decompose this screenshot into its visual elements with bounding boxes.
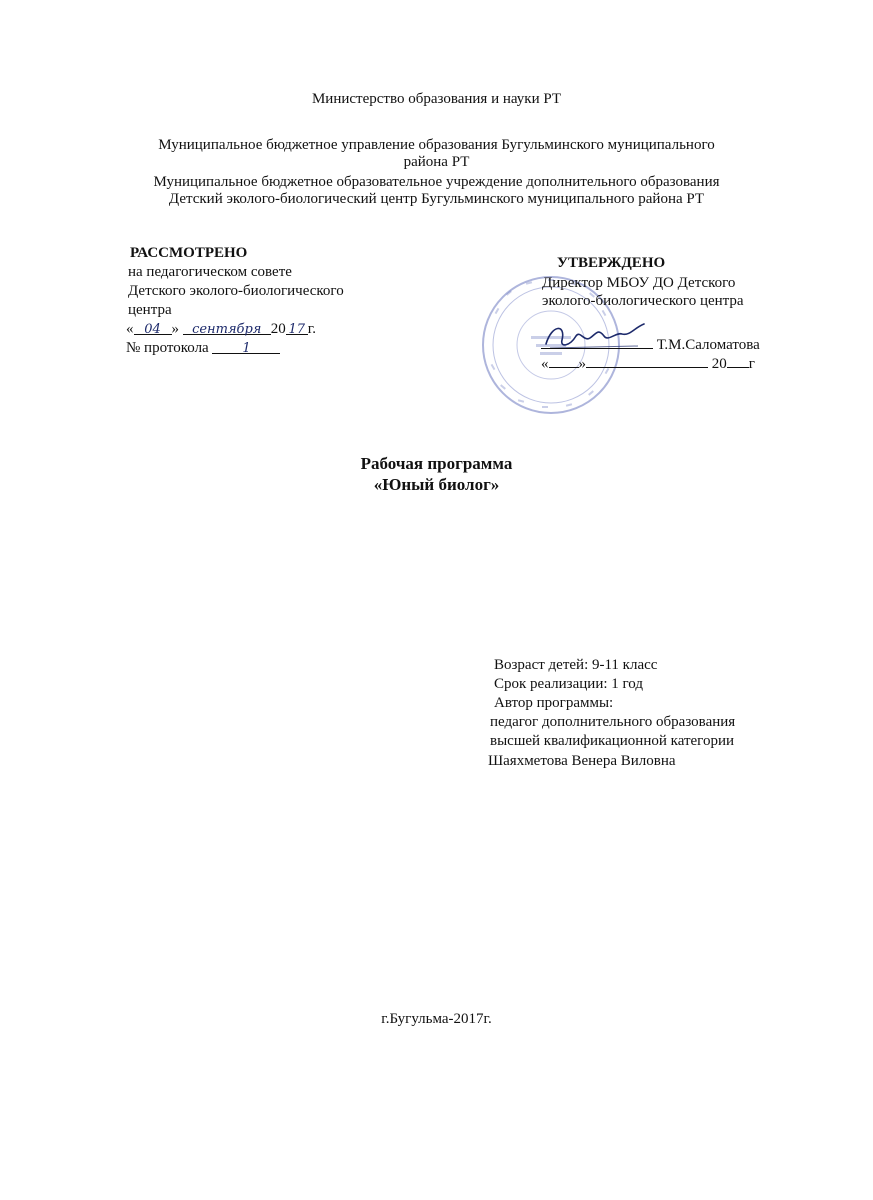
reviewed-heading: РАССМОТРЕНО (130, 245, 248, 261)
reviewed-line1: на педагогическом совете (128, 264, 292, 280)
approved-month-blank (586, 353, 708, 368)
footer-city-year: г.Бугульма-2017г. (381, 1011, 492, 1027)
approved-line2: эколого-биологического центра (542, 293, 744, 309)
reviewed-year-prefix: 20 (270, 321, 286, 337)
management-name-line2: района РТ (403, 154, 470, 170)
reviewed-month: сентября (183, 320, 271, 335)
author-label: Автор программы: (494, 695, 614, 711)
institution-name-line2: Детский эколого-биологический центр Бугульминского муниципального района РТ (168, 191, 705, 207)
reviewed-protocol-line (126, 339, 280, 357)
program-title: Рабочая программа (360, 454, 513, 473)
approved-year-blank (727, 353, 749, 368)
approved-signature-line (541, 334, 760, 354)
reviewed-year: 17 (286, 320, 308, 335)
author-role-line2: высшей квалификационной категории (490, 733, 735, 749)
approved-date-close: » (578, 356, 586, 372)
protocol-number: 1 (212, 339, 280, 354)
approved-year-prefix: 20 (711, 356, 727, 372)
reviewed-day: 04 (134, 320, 172, 335)
protocol-label: № протокола (126, 340, 209, 356)
approved-date-line (541, 353, 755, 373)
program-name: «Юный биолог» (373, 475, 500, 494)
approved-year-suffix: г (748, 356, 755, 372)
approved-date-open: « (541, 356, 549, 372)
reviewed-line2: Детского эколого-биологического (128, 283, 344, 299)
reviewed-line3: центра (128, 302, 172, 318)
date-open-quote: « (126, 321, 134, 337)
management-name-line1: Муниципальное бюджетное управление образования Бугульминского муниципального (158, 137, 715, 153)
reviewed-date-line (126, 320, 316, 338)
author-role-line1: педагог дополнительного образования (490, 714, 736, 730)
approved-signer: Т.М.Саломатова (656, 337, 760, 353)
approved-day-blank (549, 353, 579, 368)
program-term: Срок реализации: 1 год (494, 676, 643, 692)
approved-heading: УТВЕРЖДЕНО (557, 255, 666, 271)
institution-name-line1: Муниципальное бюджетное образовательное учреждение дополнительного образования (153, 174, 720, 190)
signature-blank (541, 334, 653, 349)
ministry-name: Министерство образования и науки РТ (311, 91, 562, 107)
date-close-quote: » (171, 321, 179, 337)
children-age: Возраст детей: 9-11 класс (494, 657, 658, 673)
author-name: Шаяхметова Венера Виловна (488, 753, 676, 769)
reviewed-year-suffix: г. (307, 321, 316, 337)
approved-line1: Директор МБОУ ДО Детского (542, 275, 736, 291)
